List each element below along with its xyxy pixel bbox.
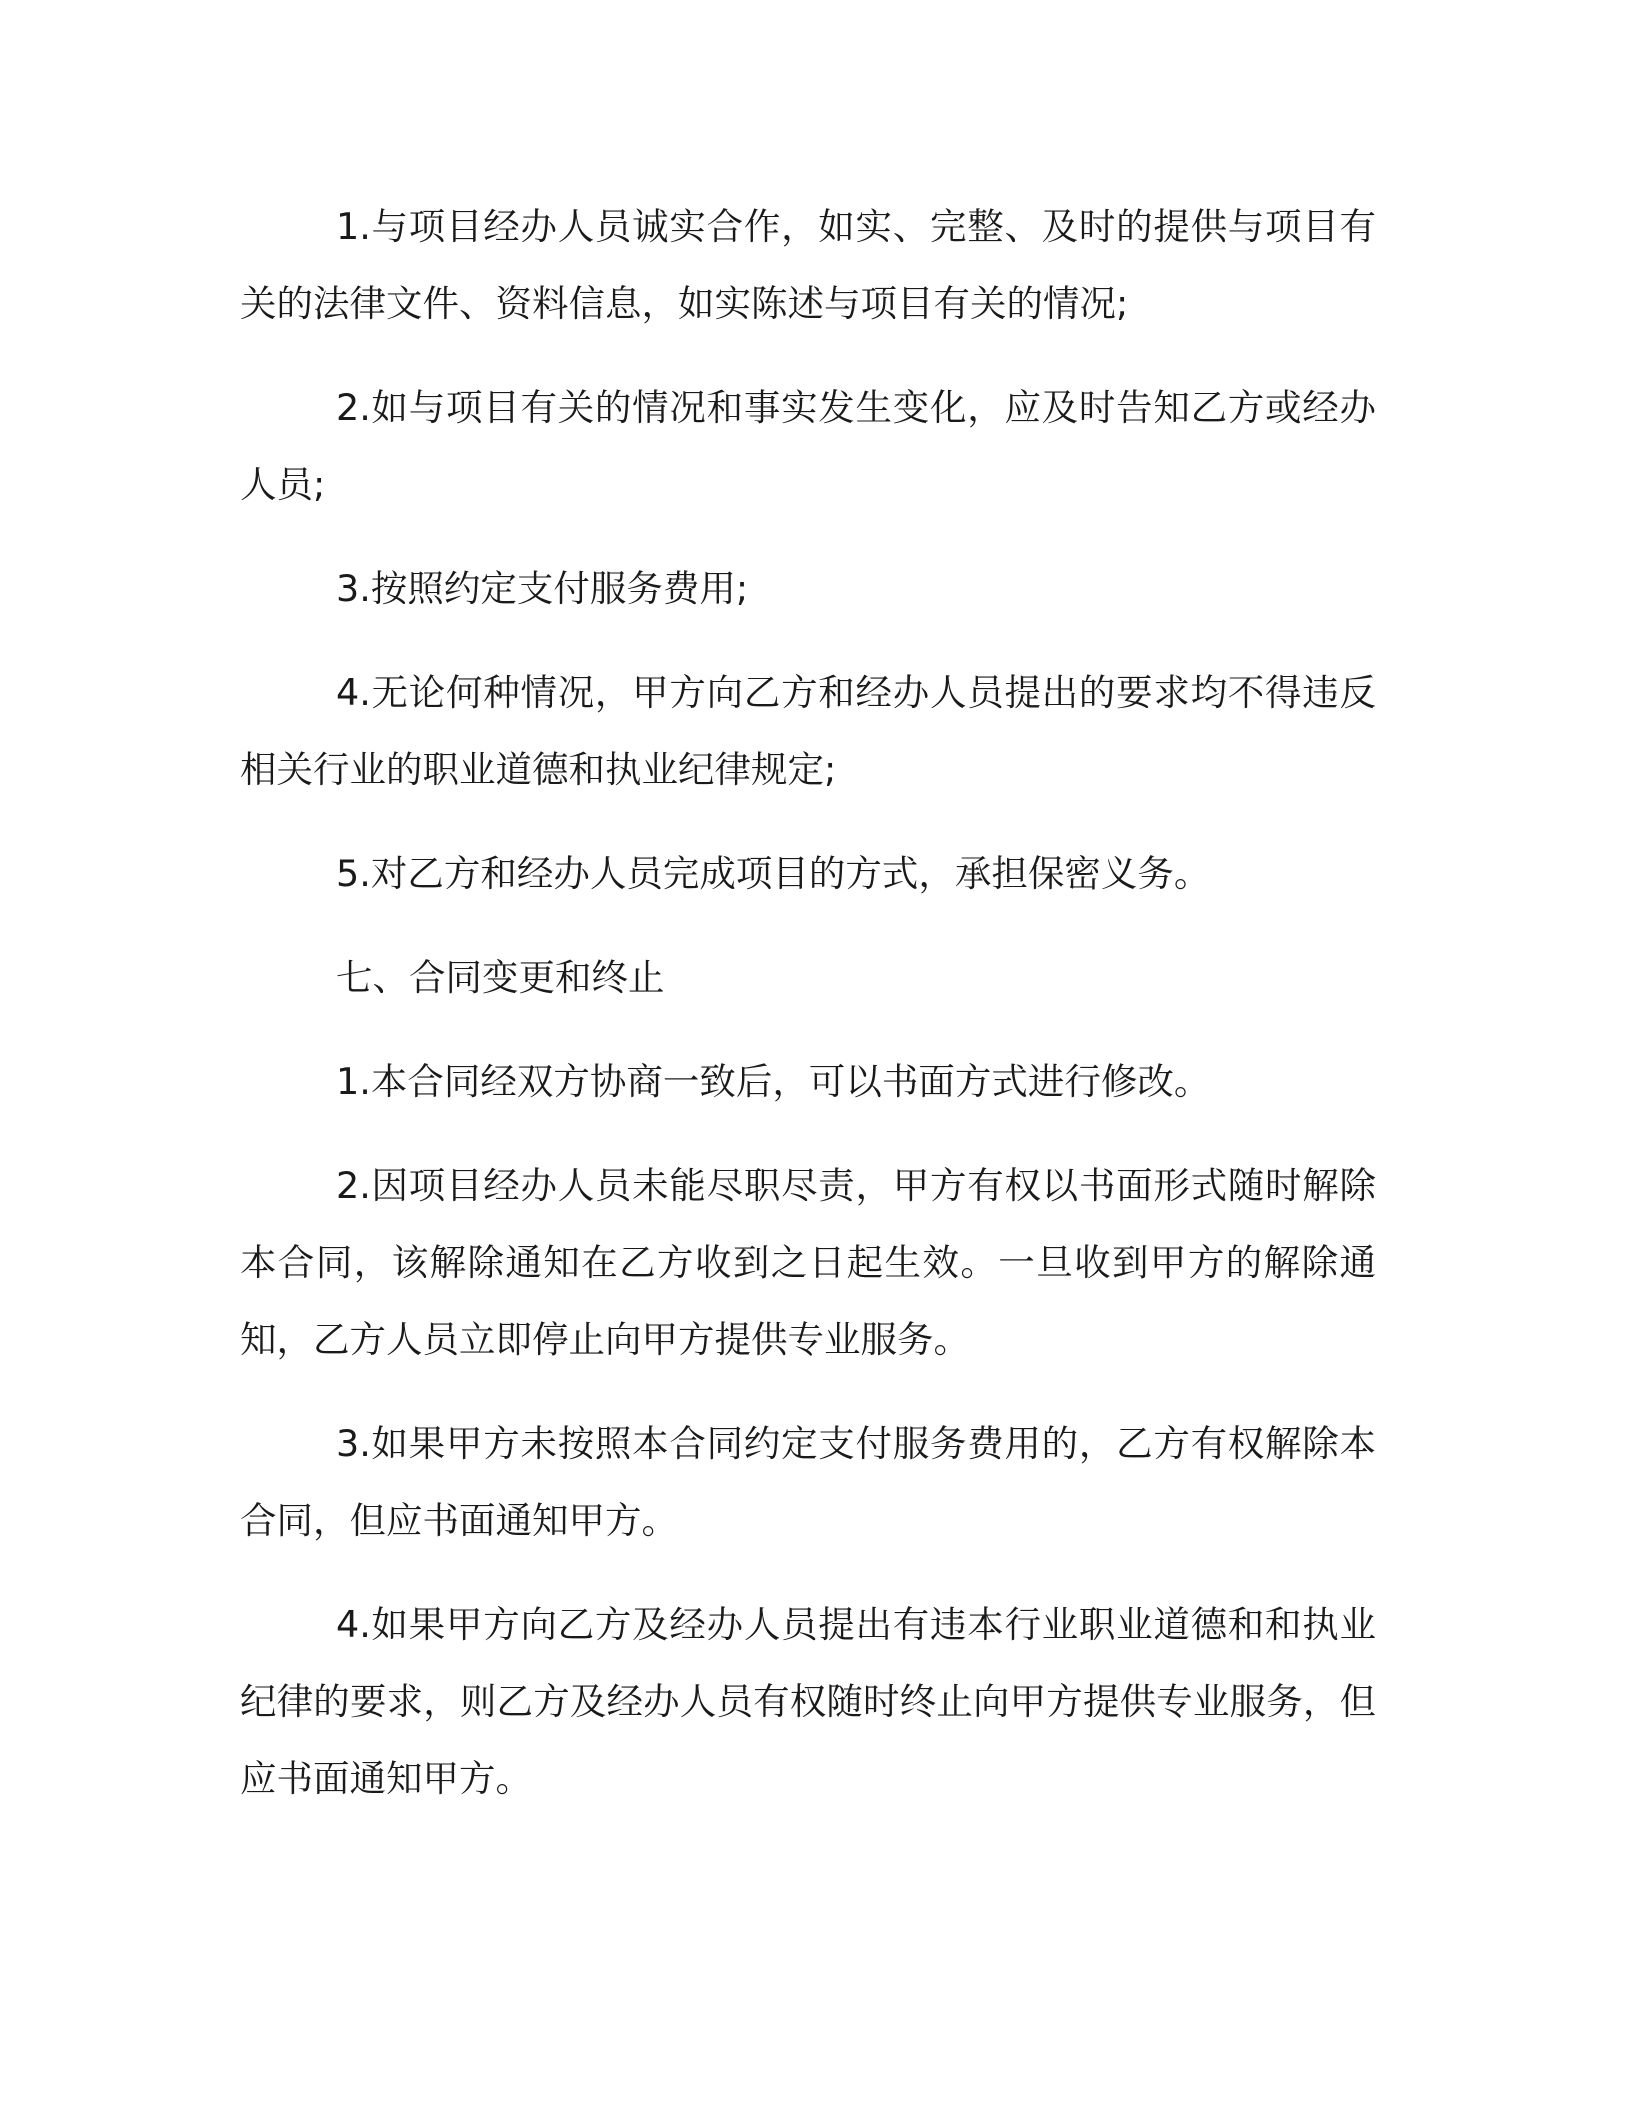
paragraph-change-2: 2.因项目经办人员未能尽职尽责，甲方有权以书面形式随时解除本合同，该解除通知在乙方收到之日起生效。一旦收到甲方的解除通知，乙方人员立即停止向甲方提供专业服务。 (240, 1164, 1376, 1361)
paragraph-obligation-4: 4.无论何种情况，甲方向乙方和经办人员提出的要求均不得违反相关行业的职业道德和执业纪律规定; (240, 671, 1376, 791)
document-body (240, 188, 1376, 1844)
paragraph-change-1: 1.本合同经双方协商一致后，可以书面方式进行修改。 (336, 1060, 1211, 1103)
paragraph-obligation-1: 1.与项目经办人员诚实合作，如实、完整、及时的提供与项目有关的法律文件、资料信息，如实陈述与项目有关的情况; (240, 205, 1376, 325)
paragraph-change-4: 4.如果甲方向乙方及经办人员提出有违本行业职业道德和和执业纪律的要求，则乙方及经办人员有权随时终止向甲方提供专业服务，但应书面通知甲方。 (240, 1603, 1376, 1800)
paragraph-obligation-2: 2.如与项目有关的情况和事实发生变化，应及时告知乙方或经办人员; (240, 386, 1376, 506)
paragraph-obligation-5: 5.对乙方和经办人员完成项目的方式，承担保密义务。 (336, 852, 1211, 895)
section-heading-contract-change: 七、合同变更和终止 (336, 956, 665, 999)
paragraph-change-3: 3.如果甲方未按照本合同约定支付服务费用的，乙方有权解除本合同，但应书面通知甲方。 (240, 1422, 1376, 1542)
paragraph-obligation-3: 3.按照约定支付服务费用; (336, 567, 749, 610)
